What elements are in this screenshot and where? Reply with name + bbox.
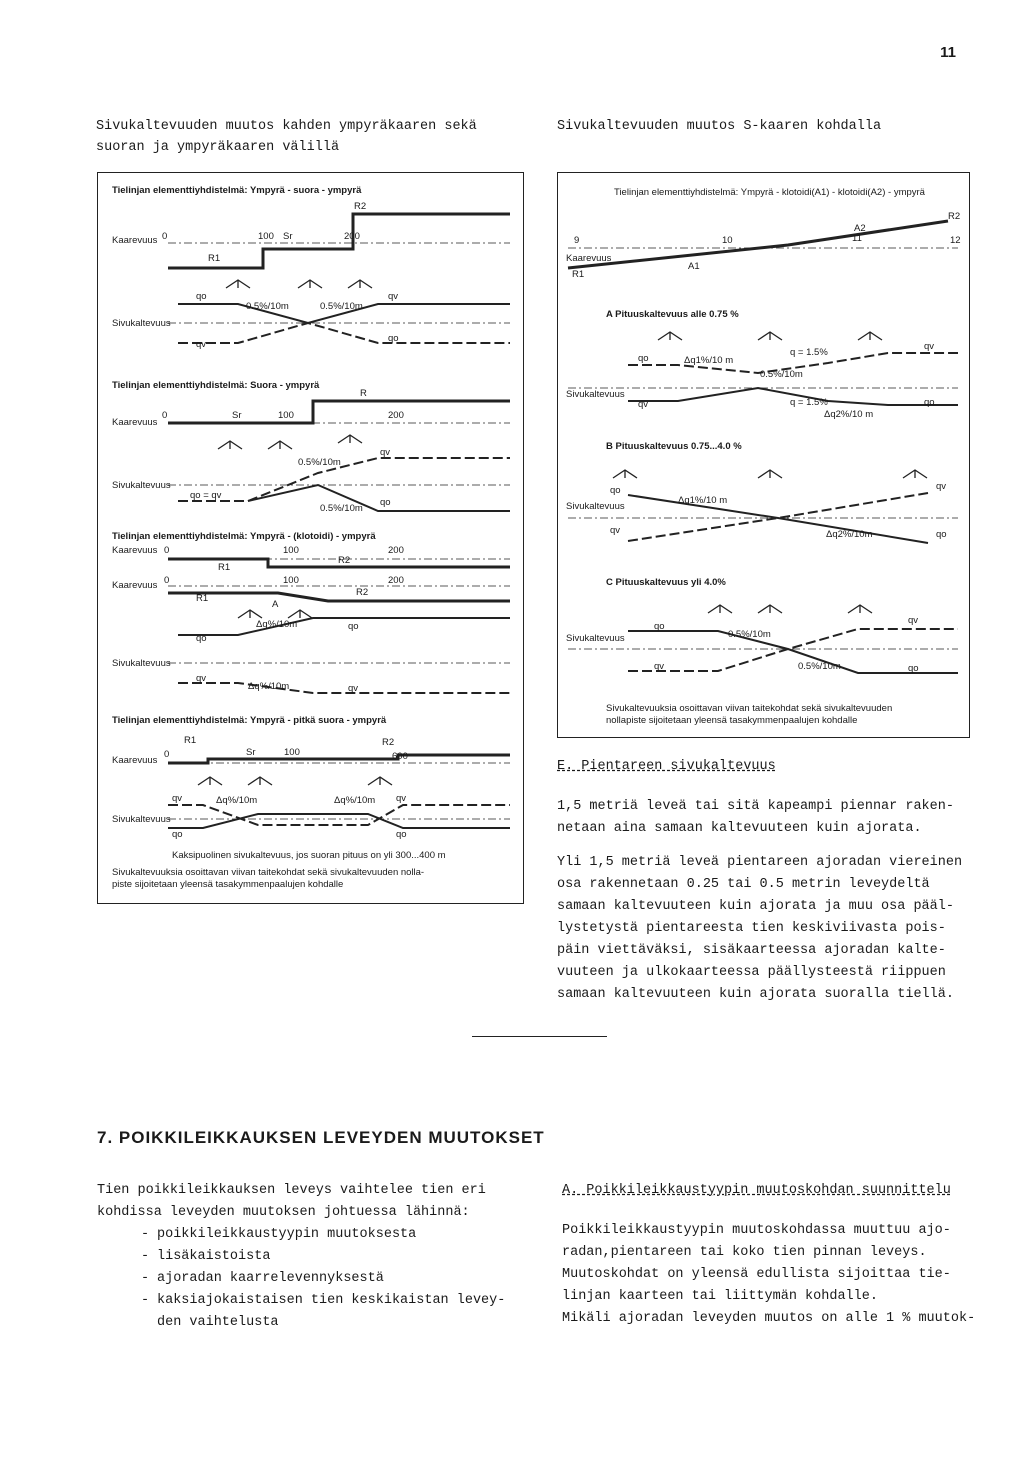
left-diagram-box [97, 172, 524, 904]
text-line: päin viettäväksi, sisäkaarteessa ajoradan kalte- [557, 943, 946, 958]
reasons-list [97, 1224, 537, 1312]
s2-slope-up: 0.5%/10m [298, 457, 341, 468]
s4-tick-600: 600 [392, 751, 408, 762]
section3-kaarevuus-label-2: Kaarevuus [112, 580, 158, 591]
text-line: linjan kaarteen tai liittymän kohdalle. [562, 1289, 878, 1304]
text-line: Mikäli ajoradan leveyden muutos on alle 1 % muutok- [562, 1311, 976, 1326]
s4-qo-left: qo [172, 829, 183, 840]
s3-qo-left: qo [196, 633, 207, 644]
text-line: vuuteen ja ulkokaarteessa päällysteestä riippuen [557, 965, 946, 980]
section3-sivukaltevuus-label: Sivukaltevuus [112, 658, 171, 669]
s4-sr-label: Sr [246, 747, 256, 758]
left-caption-line: Sivukaltevuuden muutos kahden ympyräkaaren sekä [96, 119, 477, 134]
case-a-q-lower: q = 1.5% [790, 397, 828, 408]
case-a-qv-left: qv [638, 399, 649, 410]
case-a-q-upper: q = 1.5% [790, 347, 828, 358]
text-line: den vaihtelusta [157, 1315, 279, 1330]
right-tick-10: 10 [722, 235, 733, 246]
s3b-a-label: A [272, 599, 279, 610]
s4-r1-label: R1 [184, 735, 197, 746]
s1-qv-left: qv [196, 339, 207, 350]
case-a-slope2: Δq2%/10 m [824, 409, 874, 420]
s1-qo-left: qo [196, 291, 207, 302]
list-item: - kaksiajokaistaisen tien keskikaistan levey- [97, 1290, 537, 1312]
section1-kaarevuus-label: Kaarevuus [112, 235, 158, 246]
s1-tick-200: 200 [344, 231, 360, 242]
text-line: Tien poikkileikkauksen leveys vaihtelee tien eri [97, 1183, 486, 1198]
s2-qo-qv-label: qo = qv [190, 490, 222, 501]
case-c-qv-left: qv [654, 661, 665, 672]
left-note-double-slope: Kaksipuolinen sivukaltevuus, jos suoran pituus on yli 300...400 m [172, 850, 446, 861]
s1-r1-label: R1 [208, 253, 221, 264]
s2-qo-label: qo [380, 497, 391, 508]
s4-tick-100: 100 [284, 747, 300, 758]
s3-slope-up: Δq%/10m [256, 619, 298, 630]
text-line: samaan kaltevuuteen kuin ajorata suoralla tiellä. [557, 987, 954, 1002]
text-line: radan,pientareen tai koko tien pinnan leveys. [562, 1245, 927, 1260]
text-line: lystetystä pientareesta tien keskiviivasta pois- [557, 921, 946, 936]
s3a-r1-label: R1 [218, 562, 231, 573]
text-line: Yli 1,5 metriä leveä pientareen ajoradan viereinen [557, 855, 963, 870]
left-figure-caption [96, 116, 477, 158]
s2-r-label: R [360, 388, 367, 399]
text-line: samaan kaltevuuteen kuin ajorata ja muu osa pääl- [557, 899, 954, 914]
right-r2-label: R2 [948, 211, 961, 222]
s3a-r2-label: R2 [338, 555, 351, 566]
s4-tick-0: 0 [164, 749, 170, 760]
s3-qo-right: qo [348, 621, 359, 632]
section4-title: Tielinjan elementtiyhdistelmä: Ympyrä - pitkä suora - ympyrä [112, 715, 387, 726]
right-r1-label: R1 [572, 269, 585, 280]
case-c-qv-right: qv [908, 615, 919, 626]
case-a-title: A Pituuskaltevuus alle 0.75 % [606, 309, 739, 320]
s2-tick-200: 200 [388, 410, 404, 421]
right-a2-label: A2 [854, 223, 866, 234]
s2-tick-100: 100 [278, 410, 294, 421]
case-c-slope1: 0.5%/10m [728, 629, 771, 640]
section1-sivukaltevuus-label: Sivukaltevuus [112, 318, 171, 329]
section2-kaarevuus-label: Kaarevuus [112, 417, 158, 428]
right-tick-9: 9 [574, 235, 580, 246]
s3-qv-right: qv [348, 683, 359, 694]
subsection-a-heading: A. Poikkileikkaustyypin muutoskohdan suunnittelu [562, 1183, 951, 1198]
s2-qv-label: qv [380, 447, 391, 458]
s1-r2-label: R2 [354, 201, 367, 212]
s4-slope-left: Δq%/10m [216, 795, 258, 806]
left-caption-line: suoran ja ympyräkaaren välillä [96, 140, 340, 155]
list-item: - poikkileikkaustyypin muutoksesta [97, 1224, 537, 1246]
right-a1-label: A1 [688, 261, 700, 272]
left-note-line: Sivukaltevuuksia osoittavan viivan taitekohdat sekä sivukaltevuuden nolla- [112, 867, 425, 878]
list-item: - ajoradan kaarrelevennyksestä [97, 1268, 537, 1290]
subsection-a-paragraph [562, 1220, 975, 1330]
case-b-qv-right: qv [936, 481, 947, 492]
section3-title: Tielinjan elementtiyhdistelmä: Ympyrä - (klotoidi) - ympyrä [112, 531, 376, 542]
s4-r2-label: R2 [382, 737, 395, 748]
section-7-heading: 7. POIKKILEIKKAUKSEN LEVEYDEN MUUTOKSET [97, 1128, 545, 1147]
s3a-tick-0: 0 [164, 545, 170, 556]
case-a-slope1: Δq1%/10 m [684, 355, 734, 366]
case-c-qo-left: qo [654, 621, 665, 632]
right-diagram-box [557, 172, 970, 738]
section-e-paragraph-1 [557, 796, 954, 840]
case-b-title: B Pituuskaltevuus 0.75...4.0 % [606, 441, 742, 452]
s4-qv-left: qv [172, 793, 183, 804]
section-e-heading: E. Pientareen sivukaltevuus [557, 759, 776, 774]
section2-title: Tielinjan elementtiyhdistelmä: Suora - ympyrä [112, 380, 320, 391]
right-tick-11: 11 [852, 233, 862, 244]
case-a-qo-right: qo [924, 397, 935, 408]
section2-sivukaltevuus-label: Sivukaltevuus [112, 480, 171, 491]
s4-qo-right: qo [396, 829, 407, 840]
page-number: 11 [940, 44, 956, 61]
s1-sr-label: Sr [283, 231, 293, 242]
s3b-r1-label: R1 [196, 593, 209, 604]
text-line: 1,5 metriä leveä tai sitä kapeampi piennar raken- [557, 799, 954, 814]
case-a-qo-left: qo [638, 353, 649, 364]
section4-sivukaltevuus-label: Sivukaltevuus [112, 814, 171, 825]
s3b-tick-100: 100 [283, 575, 299, 586]
case-c-sivukaltevuus-label: Sivukaltevuus [566, 633, 625, 644]
list-item: - lisäkaistoista [97, 1246, 537, 1268]
s3-slope-down: Δq%/10m [248, 681, 290, 692]
s4-slope-right: Δq%/10m [334, 795, 376, 806]
s3a-tick-200: 200 [388, 545, 404, 556]
s3b-tick-200: 200 [388, 575, 404, 586]
text-line: Poikkileikkaustyypin muutoskohdassa muuttuu ajo- [562, 1223, 951, 1238]
text-line: Muutoskohdat on yleensä edullista sijoittaa tie- [562, 1267, 951, 1282]
s3-qv-left: qv [196, 673, 207, 684]
s1-qo-right: qo [388, 333, 399, 344]
right-note [606, 703, 892, 727]
right-figure-caption: Sivukaltevuuden muutos S-kaaren kohdalla [557, 119, 882, 134]
right-kaarevuus-label: Kaarevuus [566, 253, 612, 264]
right-note-line: Sivukaltevuuksia osoittavan viivan taitekohdat sekä sivukaltevuuden [606, 703, 893, 714]
section-divider [472, 1036, 607, 1037]
s1-slope-left: 0.5%/10m [246, 301, 289, 312]
s3b-tick-0: 0 [164, 575, 170, 586]
s4-qv-right: qv [396, 793, 407, 804]
case-a-qv-right: qv [924, 341, 935, 352]
text-line: kohdissa leveyden muutoksen johtuessa lähinnä: [97, 1205, 470, 1220]
s2-tick-0: 0 [162, 410, 168, 421]
case-c-title: C Pituuskaltevuus yli 4.0% [606, 577, 726, 588]
case-a-sivukaltevuus-label: Sivukaltevuus [566, 389, 625, 400]
right-note-line: nollapiste sijoitetaan yleensä tasakymmenpaalujen kohdalle [606, 715, 858, 726]
s1-tick-100: 100 [258, 231, 274, 242]
section3-kaarevuus-label: Kaarevuus [112, 545, 158, 556]
s1-slope-right: 0.5%/10m [320, 301, 363, 312]
section1-title: Tielinjan elementtiyhdistelmä: Ympyrä - suora - ympyrä [112, 185, 362, 196]
left-note-line: piste sijoitetaan yleensä tasakymmenpaalujen kohdalle [112, 879, 344, 890]
s2-sr-label: Sr [232, 410, 242, 421]
case-b-qo-right: qo [936, 529, 947, 540]
text-line: osa rakennetaan 0.25 tai 0.5 metrin leveydeltä [557, 877, 930, 892]
text-line: netaan aina samaan kaltevuuteen kuin ajorata. [557, 821, 922, 836]
section-7-intro [97, 1180, 537, 1334]
s1-tick-0: 0 [162, 231, 168, 242]
section4-kaarevuus-label: Kaarevuus [112, 755, 158, 766]
right-diagram-graphics [558, 173, 968, 736]
s3b-r2-label: R2 [356, 587, 369, 598]
case-b-slope1: Δq1%/10 m [678, 495, 728, 506]
left-note-breakpoints [112, 867, 424, 891]
case-b-slope2: Δq2%/10m [826, 529, 873, 540]
case-c-qo-right: qo [908, 663, 919, 674]
case-a-slope-mid: 0.5%/10m [760, 369, 803, 380]
case-b-qo-left: qo [610, 485, 621, 496]
case-b-qv-left: qv [610, 525, 621, 536]
case-c-slope2: 0.5%/10m [798, 661, 841, 672]
s2-slope-down: 0.5%/10m [320, 503, 363, 514]
s3a-tick-100: 100 [283, 545, 299, 556]
s1-qv-right: qv [388, 291, 399, 302]
right-tick-12: 12 [950, 235, 961, 246]
right-diagram-title: Tielinjan elementtiyhdistelmä: Ympyrä - klotoidi(A1) - klotoidi(A2) - ympyrä [614, 187, 925, 198]
case-b-sivukaltevuus-label: Sivukaltevuus [566, 501, 625, 512]
section-e-paragraph-2 [557, 852, 962, 1006]
